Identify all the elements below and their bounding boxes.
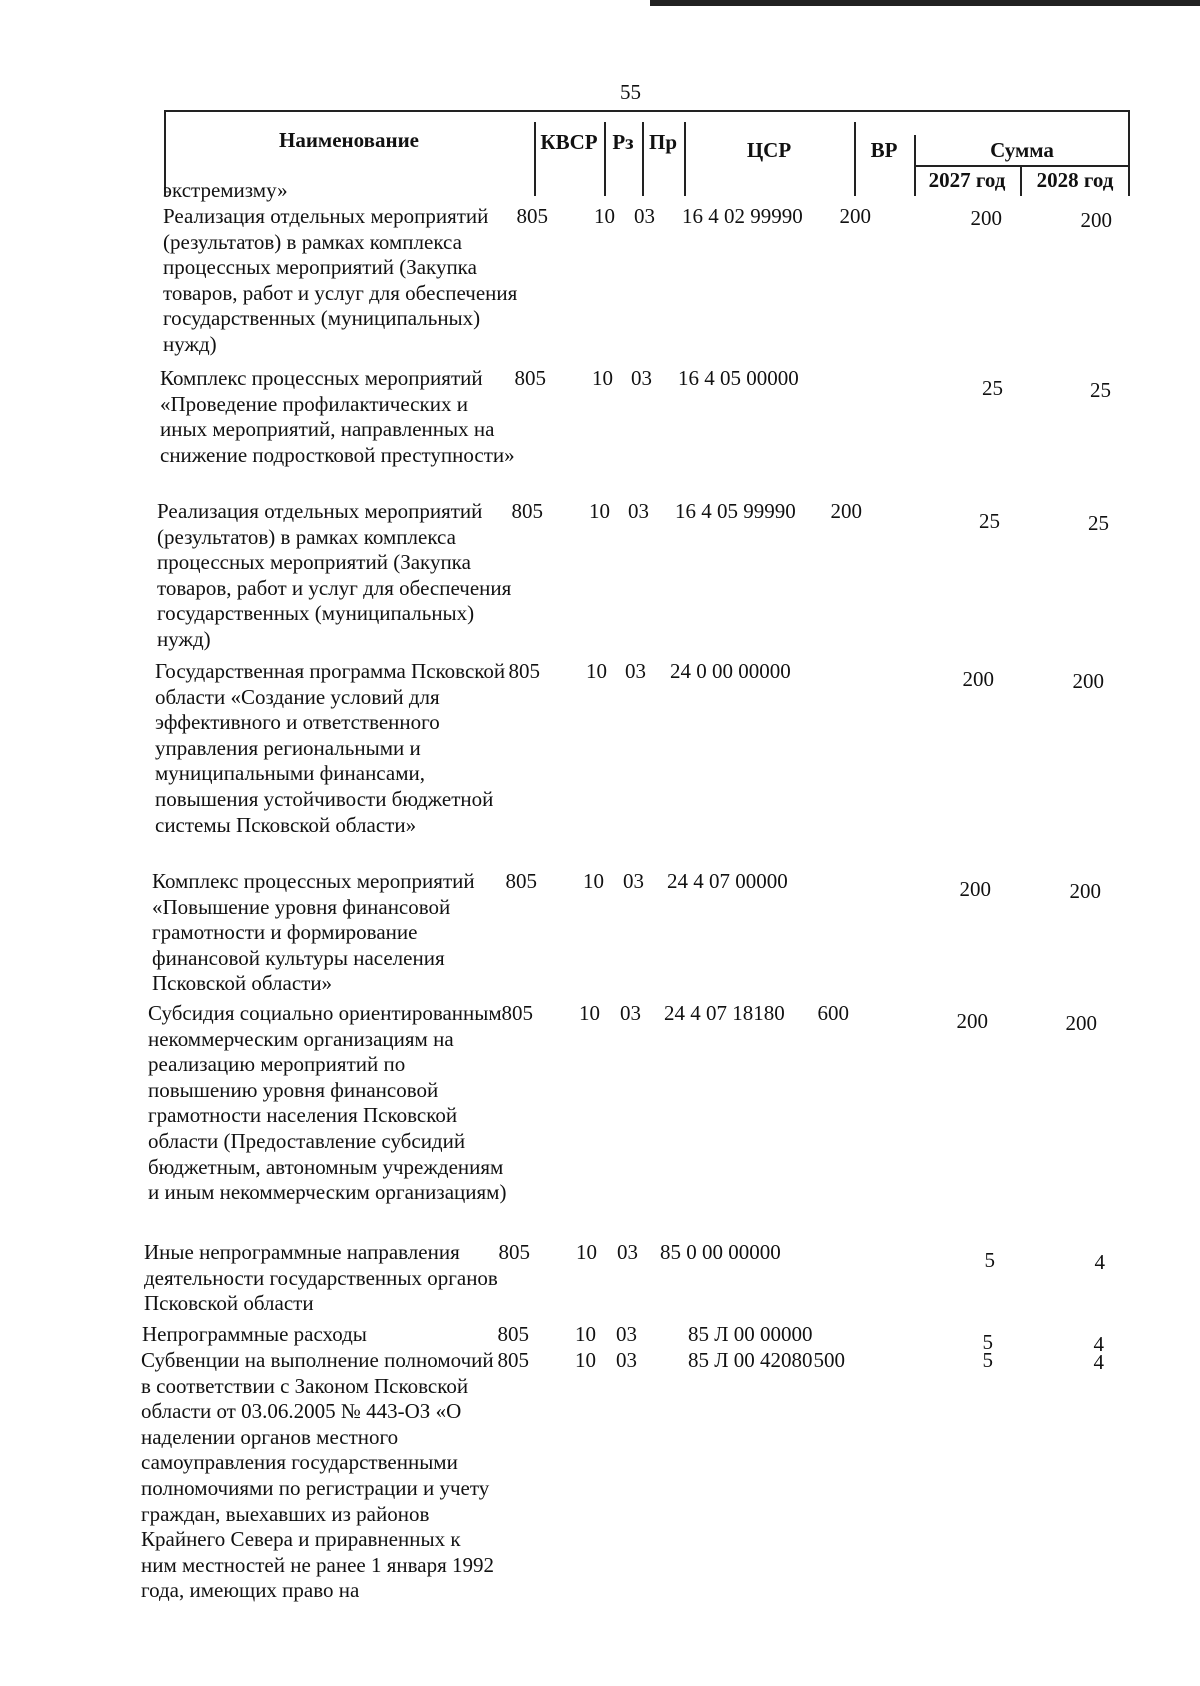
- row-sum-2027: 25: [982, 376, 1003, 400]
- row-vr: 200: [830, 499, 862, 523]
- row-name: Непрограммные расходы: [142, 1322, 367, 1346]
- row-sum-2028: 200: [1080, 208, 1112, 232]
- row-rz: 10: [579, 1001, 600, 1025]
- row-csr: 16 4 05 99990: [675, 499, 796, 523]
- row-sum-2027: 25: [979, 509, 1000, 533]
- row-name: Государственная программа Псковской области «Создание условий для эффективного и ответственного управления региональными и муниципальными финансами, повышения устойчивости бюджетной системы Псковской области»: [155, 659, 506, 837]
- row-sum-2028: 200: [1065, 1011, 1097, 1035]
- header-year-2028: 2028 год: [1036, 168, 1114, 192]
- page-number: 55: [620, 80, 641, 104]
- row-rz: 10: [575, 1322, 596, 1346]
- header-csr: ЦСР: [746, 137, 792, 162]
- top-border-rule: [650, 0, 1200, 6]
- header-name: Наименование: [279, 127, 419, 152]
- row-sum-2028: 4: [1094, 1250, 1105, 1274]
- row-rz: 10: [576, 1240, 597, 1264]
- row-pr: 03: [631, 366, 652, 390]
- row-kvsr: 805: [498, 1240, 530, 1264]
- row-csr: 16 4 05 00000: [678, 366, 799, 390]
- row-name: Комплекс процессных мероприятий «Проведение профилактических и иных мероприятий, направленных на снижение подростковой преступности»: [160, 366, 515, 467]
- row-csr: 85 Л 00 42080: [688, 1348, 813, 1372]
- row-pr: 03: [625, 659, 646, 683]
- row-name: Иные непрограммные направления деятельности государственных органов Псковской области: [144, 1240, 498, 1316]
- row-pr: 03: [616, 1348, 637, 1372]
- row-sum-2027: 5: [982, 1348, 993, 1372]
- row-sum-2027: 200: [959, 877, 991, 901]
- row-kvsr: 805: [505, 869, 537, 893]
- row-sum-2028: 200: [1072, 669, 1104, 693]
- row-name: Субвенции на выполнение полномочий в соответствии с Законом Псковской области от 03.06.2005 № 443-ОЗ «О наделении органов местного самоуправления государственными полномочиями по регистрации и учету граждан, выехавших из районов Крайнего Севера и приравненных к ним местностей не ранее 1 января 1992 года, имеющих право на: [141, 1348, 494, 1603]
- row-pr: 03: [616, 1322, 637, 1346]
- row-vr: 600: [817, 1001, 849, 1025]
- row-rz: 10: [586, 659, 607, 683]
- header-vr: ВР: [870, 137, 898, 162]
- row-name: Реализация отдельных мероприятий (результатов) в рамках комплекса процессных мероприятий (Закупка товаров, работ и услуг для обеспечения государственных (муниципальных) нужд): [157, 499, 512, 651]
- row-sum-2028: 200: [1069, 879, 1101, 903]
- row-pr: 03: [620, 1001, 641, 1025]
- header-year-2027: 2027 год: [928, 168, 1006, 192]
- row-vr: 500: [813, 1348, 845, 1372]
- row-sum-2028: 25: [1088, 511, 1109, 535]
- row-sum-2028: 4: [1093, 1350, 1104, 1374]
- row-pr: 03: [628, 499, 649, 523]
- row-csr: 24 0 00 00000: [670, 659, 791, 683]
- row-sum-2027: 5: [984, 1248, 995, 1272]
- header-pr: Пр: [648, 129, 677, 154]
- header-sum: Сумма: [990, 137, 1054, 162]
- row-rz: 10: [594, 204, 615, 228]
- row-sum-2028: 25: [1090, 378, 1111, 402]
- row-kvsr: 805: [516, 204, 548, 228]
- header-kvsr: КВСР: [540, 129, 598, 154]
- row-kvsr: 805: [497, 1322, 529, 1346]
- row-kvsr: 805: [508, 659, 540, 683]
- row-vr: 200: [839, 204, 871, 228]
- row-pr: 03: [623, 869, 644, 893]
- row-sum-2027: 200: [962, 667, 994, 691]
- row-csr: 16 4 02 99990: [682, 204, 803, 228]
- row-kvsr: 805: [511, 499, 543, 523]
- row-kvsr: 805: [497, 1348, 529, 1372]
- continuation-text: экстремизму»: [163, 178, 288, 202]
- row-kvsr: 805: [514, 366, 546, 390]
- row-csr: 24 4 07 18180: [664, 1001, 785, 1025]
- row-name: Комплекс процессных мероприятий «Повышение уровня финансовой грамотности и формирование финансовой культуры населения Псковской области»: [152, 869, 475, 996]
- row-name: Субсидия социально ориентированным некоммерческим организациям на реализацию мероприятий по повышению уровня финансовой грамотности населения Псковской области (Предоставление субсидий бюджетным, автономным учреждениям и иным некоммерческим организациям): [148, 1001, 507, 1205]
- row-rz: 10: [583, 869, 604, 893]
- row-csr: 85 Л 00 00000: [688, 1322, 813, 1346]
- row-sum-2027: 200: [970, 206, 1002, 230]
- row-pr: 03: [617, 1240, 638, 1264]
- row-rz: 10: [575, 1348, 596, 1372]
- header-rz: Рз: [612, 129, 634, 154]
- row-csr: 85 0 00 00000: [660, 1240, 781, 1264]
- row-kvsr: 805: [501, 1001, 533, 1025]
- row-sum-2027: 200: [956, 1009, 988, 1033]
- row-pr: 03: [634, 204, 655, 228]
- row-rz: 10: [589, 499, 610, 523]
- row-name: Реализация отдельных мероприятий (результатов) в рамках комплекса процессных мероприятий (Закупка товаров, работ и услуг для обеспечения государственных (муниципальных) нужд): [163, 204, 518, 356]
- row-sum-2028: 4: [1093, 1332, 1104, 1356]
- row-rz: 10: [592, 366, 613, 390]
- row-csr: 24 4 07 00000: [667, 869, 788, 893]
- row-sum-2027: 5: [982, 1330, 993, 1354]
